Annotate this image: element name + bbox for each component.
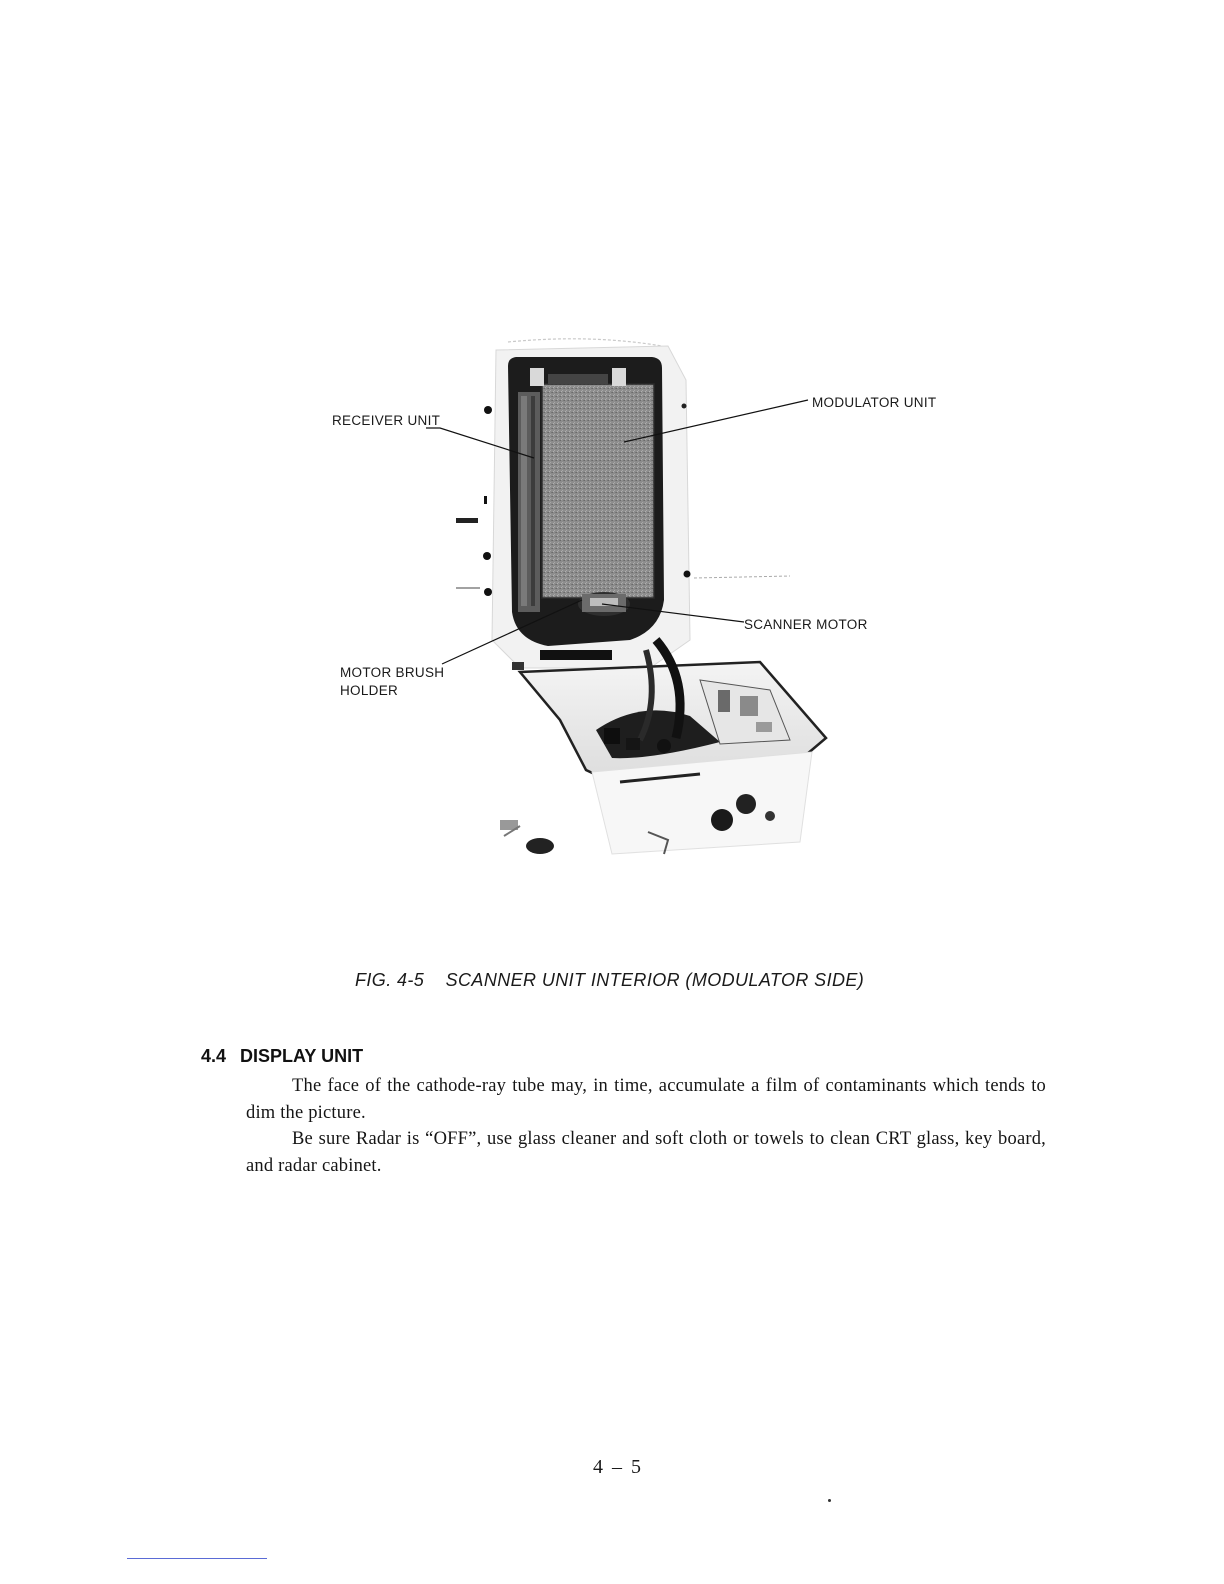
receiver-unit-label: RECEIVER UNIT bbox=[332, 413, 441, 428]
page-number: 4 – 5 bbox=[593, 1456, 643, 1478]
figure-number: FIG. 4-5 bbox=[355, 970, 425, 990]
section-heading bbox=[201, 1046, 363, 1067]
scan-speck bbox=[828, 1499, 831, 1502]
figure-caption bbox=[355, 970, 864, 991]
body-paragraph-1: The face of the cathode-ray tube may, in time, accumulate a film of contaminants which tends to dim the picture. bbox=[246, 1076, 1046, 1123]
motor-brush-holder-label bbox=[340, 664, 444, 700]
modulator-unit-label: MODULATOR UNIT bbox=[812, 395, 937, 410]
footer-rule bbox=[127, 1558, 267, 1559]
section-body bbox=[246, 1073, 1046, 1179]
scanner-motor-label: SCANNER MOTOR bbox=[744, 617, 868, 632]
section-title: DISPLAY UNIT bbox=[240, 1046, 364, 1066]
body-paragraph-2: Be sure Radar is “OFF”, use glass cleaner and soft cloth or towels to clean CRT glass, key board, and radar cabinet. bbox=[246, 1129, 1046, 1176]
motor-brush-holder-label-line1: MOTOR BRUSH bbox=[340, 665, 445, 680]
motor-brush-holder-label-line2: HOLDER bbox=[340, 683, 399, 699]
section-number: 4.4 bbox=[201, 1046, 227, 1066]
figure-title: SCANNER UNIT INTERIOR (MODULATOR SIDE) bbox=[445, 970, 865, 990]
